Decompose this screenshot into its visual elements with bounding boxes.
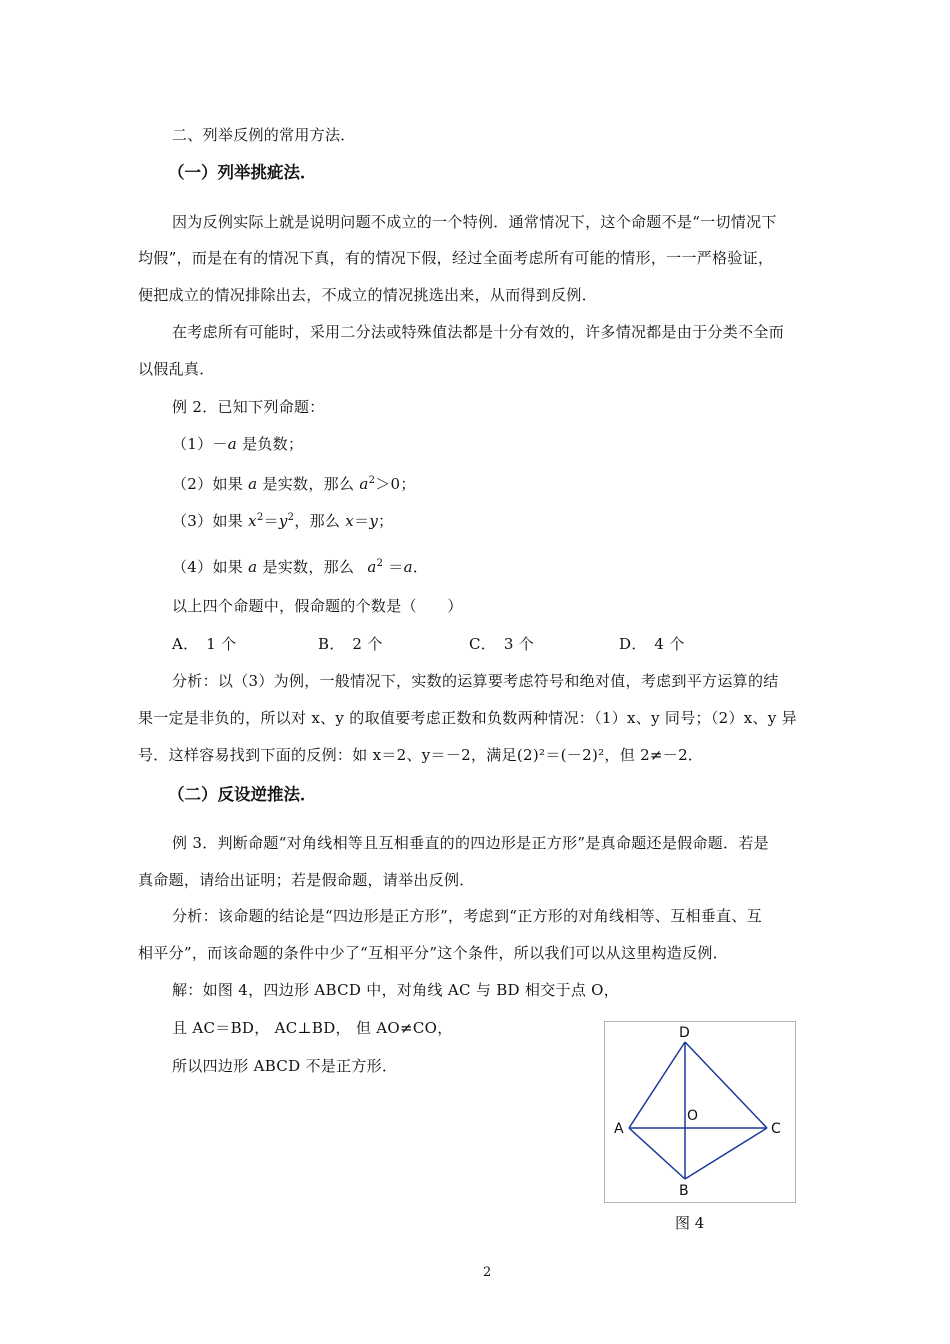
- solution-line-3: 所以四边形 ABCD 不是正方形．: [172, 1057, 398, 1075]
- paragraph-2-line-1: 在考虑所有可能时，采用二分法或特殊值法都是十分有效的，许多情况都是由于分类不全而: [172, 323, 785, 341]
- option-d: D． 4 个: [619, 635, 685, 653]
- example-2-analysis-line-2: 果一定是非负的，所以对 x、y 的取值要考虑正数和负数两种情况：（1）x、y 同号；（2）x、y 异: [138, 709, 797, 727]
- paragraph-1-line-1: 因为反例实际上就是说明问题不成立的一个特例．通常情况下，这个命题不是“一切情况下: [172, 213, 777, 231]
- example-2-item-4: （4）如果 a 是实数，那么 $a^2 =a$．: [172, 558, 429, 576]
- example-3-analysis-line-1: 分析：该命题的结论是“四边形是正方形”，考虑到“正方形的对角线相等、互相垂直、互: [172, 907, 763, 925]
- section-title: 二、列举反例的常用方法．: [172, 126, 356, 144]
- vertex-label-b: B: [679, 1183, 689, 1199]
- edge-da: [629, 1042, 685, 1128]
- option-b: B． 2 个: [318, 635, 383, 653]
- paragraph-2-line-2: 以假乱真．: [138, 360, 215, 378]
- example-2-analysis-line-3: 号．这样容易找到下面的反例：如 x＝2、y＝－2，满足(2)²＝(－2)²，但 2≠－2．: [138, 746, 704, 764]
- heading-method-2: （二）反设逆推法．: [168, 785, 317, 804]
- heading-method-1: （一）列举挑疵法．: [168, 163, 317, 182]
- example-2-analysis-line-1: 分析：以（3）为例，一般情况下，实数的运算要考虑符号和绝对值，考虑到平方运算的结: [172, 672, 779, 690]
- solution-line-1: 解：如图 4，四边形 ABCD 中，对角线 AC 与 BD 相交于点 O，: [172, 981, 620, 999]
- vertex-label-c: C: [771, 1121, 781, 1137]
- example-2-item-3: （3）如果 $x^2=y^2$，那么 x＝y；: [172, 512, 394, 530]
- vertex-label-a: A: [614, 1121, 624, 1137]
- example-3-line-1: 例 3．判断命题“对角线相等且互相垂直的的四边形是正方形”是真命题还是假命题．若是: [172, 834, 769, 852]
- option-c: C． 3 个: [469, 635, 535, 653]
- example-3-line-2: 真命题，请给出证明；若是假命题，请举出反例．: [138, 871, 475, 889]
- edge-cb: [685, 1128, 767, 1179]
- quadrilateral-diagram: [605, 1022, 795, 1202]
- page-number: 2: [483, 1265, 492, 1280]
- figure-4-quadrilateral: [604, 1021, 796, 1203]
- example-3-analysis-line-2: 相平分”，而该命题的条件中少了“互相平分”这个条件，所以我们可以从这里构造反例．: [138, 944, 729, 962]
- example-2-title: 例 2．已知下列命题：: [172, 398, 325, 416]
- vertex-label-d: D: [679, 1025, 690, 1041]
- center-label-o: O: [687, 1108, 699, 1124]
- example-2-item-2: （2）如果 a 是实数，那么 $a^2>0$；: [172, 475, 416, 493]
- figure-caption: 图 4: [675, 1214, 705, 1232]
- paragraph-1-line-2: 均假”，而是在有的情况下真，有的情况下假，经过全面考虑所有可能的情形，一一严格验证，: [138, 249, 774, 267]
- option-a: A． 1 个: [172, 635, 237, 653]
- edge-ab: [629, 1128, 685, 1179]
- example-2-item-1: （1）－a 是负数；: [172, 435, 304, 453]
- solution-line-2: 且 AC＝BD， AC⊥BD， 但 AO≠CO，: [172, 1019, 453, 1037]
- example-2-question: 以上四个命题中，假命题的个数是（ ）: [172, 597, 463, 615]
- paragraph-1-line-3: 便把成立的情况排除出去，不成立的情况挑选出来，从而得到反例．: [138, 286, 598, 304]
